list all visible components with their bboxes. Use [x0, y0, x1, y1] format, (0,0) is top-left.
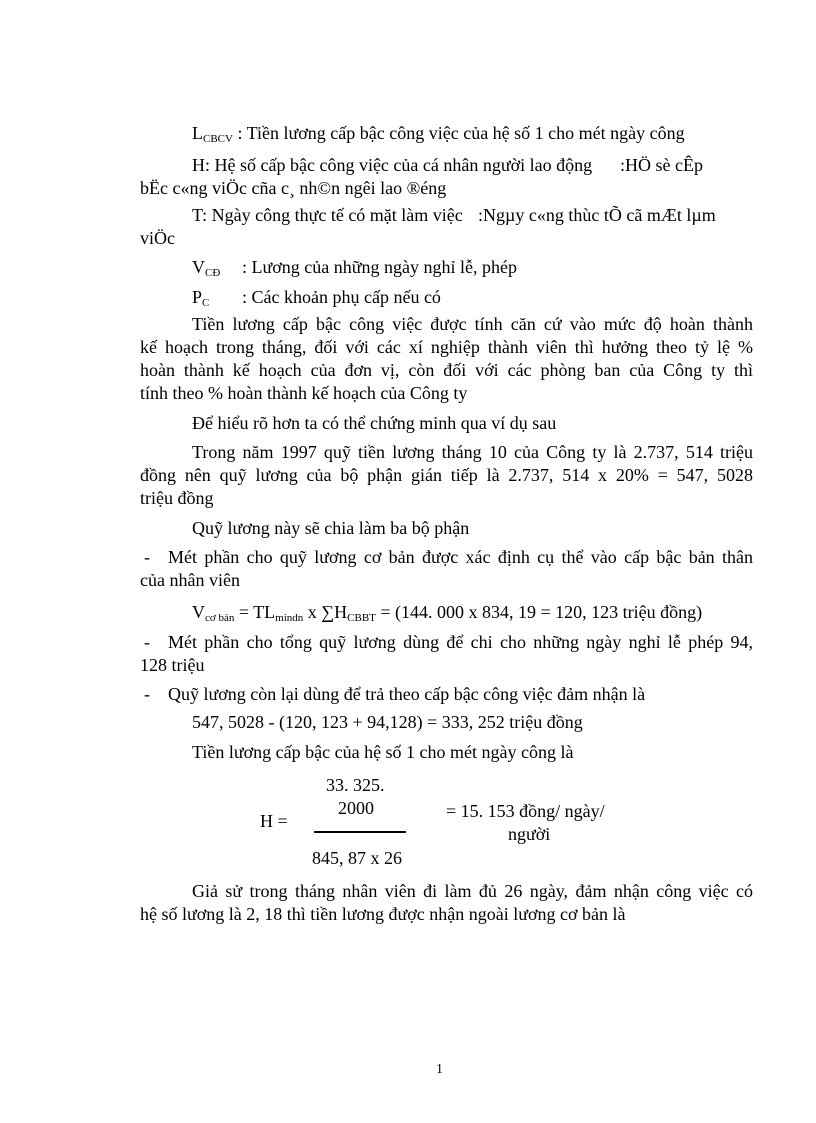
lcbcv-description: : Tiền lương cấp bậc công việc của hệ số 1 cho mét ngày công — [237, 123, 685, 143]
fraction-numerator-line-1: 33. 325. — [326, 775, 385, 795]
bullet-2-line-2: 128 triệu — [140, 655, 205, 675]
definition-h — [192, 154, 592, 176]
formula-v-basic — [192, 601, 702, 623]
bullet-2-line-1: Mét phần cho tổng quỹ lương dùng để chi cho những ngày nghỉ lễ phép 94, — [168, 632, 753, 652]
paragraph-1-line-1: Tiền lương cấp bậc công việc được tính căn cứ vào mức độ hoàn thành — [192, 314, 753, 334]
formula-result: = (144. 000 x 834, 19 = 120, 123 triệu đồng) — [375, 602, 703, 622]
bullet-dash: - — [144, 684, 150, 704]
formula-sum-h: x ∑H — [303, 602, 348, 622]
h-garbled-text-line2: bËc c«ng viÖc cña c¸ nh©n ngêi lao ®éng — [140, 178, 447, 198]
paragraph-1-line-2: kế hoạch trong tháng, đối với các xí nghiệp thành viên thì hưởng theo tỷ lệ % — [140, 337, 753, 357]
fraction-bar — [314, 831, 406, 833]
fraction-lhs: H = — [260, 811, 288, 831]
bullet-1-line-1: Mét phần cho quỹ lương cơ bản được xác định cụ thể vào cấp bậc bản thân — [168, 547, 753, 567]
fraction-result-line-2: người — [508, 824, 551, 844]
definition-t — [192, 204, 463, 226]
fraction-intro: Tiền lương cấp bậc của hệ số 1 cho mét ngày công là — [192, 742, 574, 762]
definition-lcbcv — [192, 122, 685, 144]
t-garbled-text: :Ngµy c«ng thùc tÕ cã mÆt lµm — [478, 205, 716, 225]
page-number: 1 — [436, 1062, 443, 1077]
paragraph-2: Để hiểu rõ hơn ta có thể chứng minh qua ví dụ sau — [192, 413, 557, 433]
paragraph-3-line-2: đồng nên quỹ lương của bộ phận gián tiếp là 2.737, 514 x 20% = 547, 5028 — [140, 465, 753, 485]
formula-h-subscript: CBBT — [347, 612, 376, 624]
formula-tl: = TL — [234, 602, 276, 622]
vcd-symbol: V — [192, 257, 205, 277]
pc-subscript: C — [202, 297, 210, 309]
paragraph-1-line-4: tính theo % hoàn thành kế hoạch của Công ty — [140, 383, 468, 403]
bullet-dash: - — [144, 632, 150, 652]
closing-line-2: hệ số lương là 2, 18 thì tiền lương được nhận ngoài lương cơ bản là — [140, 904, 626, 924]
closing-line-1: Giả sử trong tháng nhân viên đi làm đủ 26 ngày, đảm nhận công việc có — [192, 881, 753, 901]
bullet-1-line-2: của nhân viên — [140, 570, 240, 590]
h-garbled-text: :HÖ sè cÊp — [620, 155, 703, 175]
h-description: H: Hệ số cấp bậc công việc của cá nhân người lao động — [192, 155, 593, 175]
formula-v-subscript: cơ bản — [205, 612, 235, 624]
fraction-result-line-1: = 15. 153 đồng/ ngày/ — [446, 801, 605, 821]
fraction-denominator: 845, 87 x 26 — [312, 848, 402, 868]
bullet-3-line-2: 547, 5028 - (120, 123 + 94,128) = 333, 252 triệu đồng — [192, 712, 583, 732]
paragraph-3-line-3: triệu đồng — [140, 488, 214, 508]
t-description: T: Ngày công thực tế có mặt làm việc — [192, 205, 463, 225]
paragraph-3-line-1: Trong năm 1997 quỹ tiền lương tháng 10 của Công ty là 2.737, 514 triệu — [192, 442, 753, 462]
definition-vcd — [192, 256, 220, 278]
paragraph-1-line-3: hoàn thành kế hoạch của đơn vị, còn đối với các phòng ban của Công ty thì — [140, 360, 753, 380]
bullet-3-line-1: Quỹ lương còn lại dùng để trả theo cấp bậc công việc đảm nhận là — [168, 684, 646, 704]
lcbcv-subscript: CBCV — [203, 133, 233, 145]
formula-v-symbol: V — [192, 602, 205, 622]
definition-pc — [192, 286, 209, 308]
pc-symbol: P — [192, 287, 203, 307]
formula-tl-subscript: mindn — [275, 612, 304, 624]
bullet-dash: - — [144, 547, 150, 567]
lcbcv-symbol: L — [192, 123, 203, 143]
vcd-subscript: CĐ — [205, 267, 221, 279]
fraction-numerator-line-2: 2000 — [338, 798, 374, 818]
paragraph-4: Quỹ lương này sẽ chia làm ba bộ phận — [192, 518, 470, 538]
t-garbled-text-line2: viÖc — [140, 228, 175, 248]
vcd-description: : Lương của những ngày nghỉ lễ, phép — [242, 257, 517, 277]
pc-description: : Các khoản phụ cấp nếu có — [242, 287, 441, 307]
